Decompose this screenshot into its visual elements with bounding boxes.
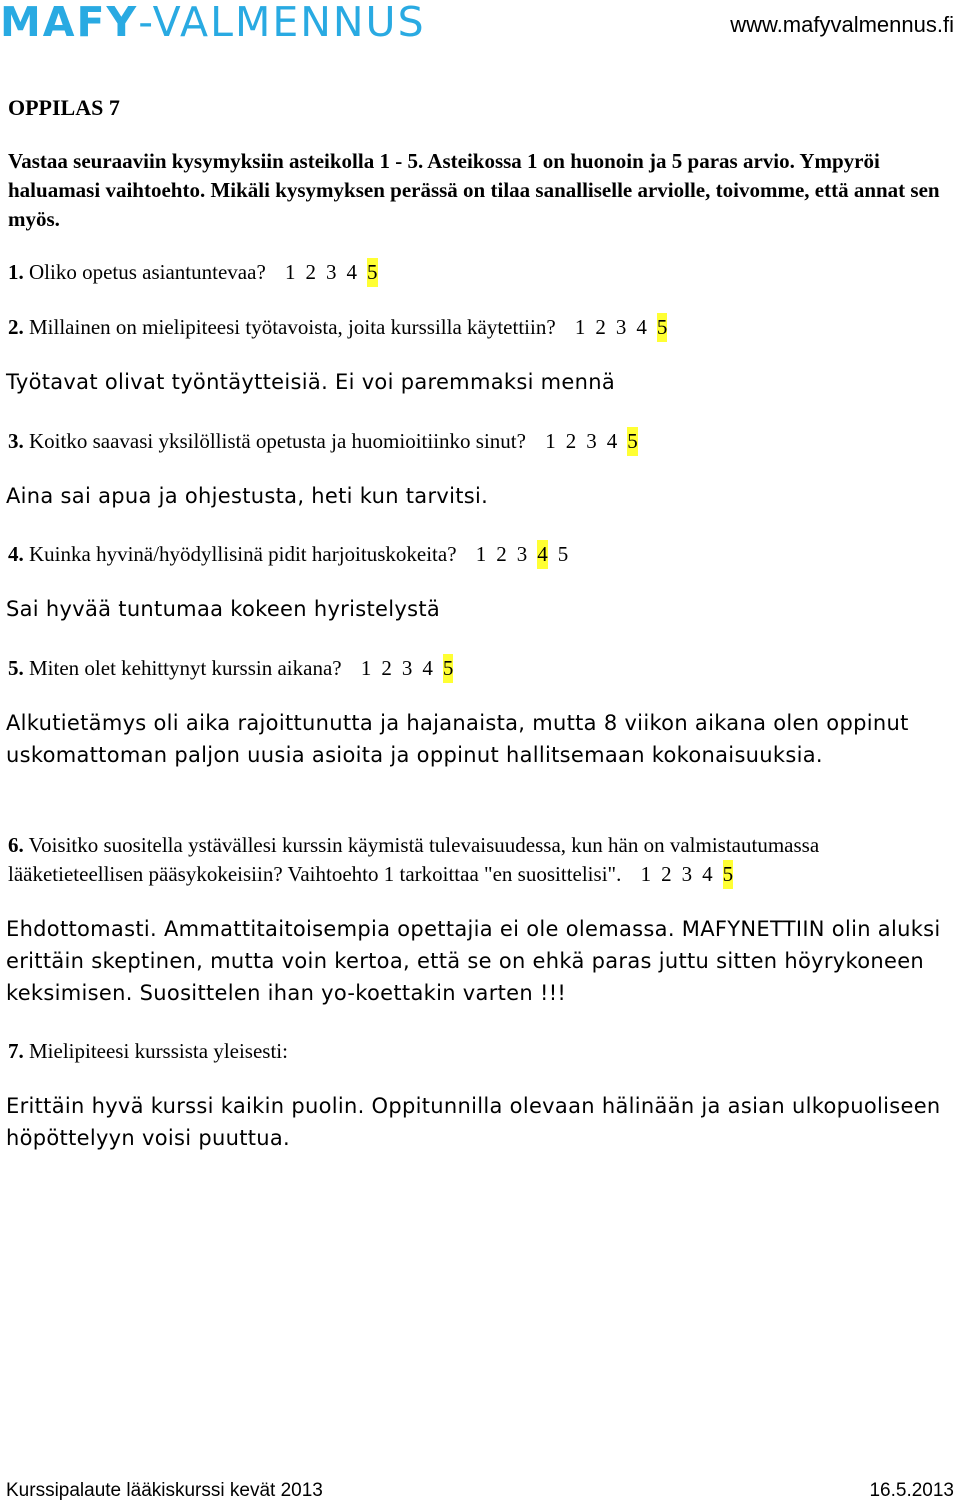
rating-option: 2 — [565, 429, 577, 453]
rating-option: 2 — [381, 656, 392, 680]
question-7 — [8, 1037, 953, 1066]
question-4 — [8, 540, 953, 569]
rating-option-selected: 4 — [537, 540, 548, 569]
rating-option: 4 — [606, 429, 618, 453]
answer-5: Alkutietämys oli aika rajoittunutta ja hajanaista, mutta 8 viikon aikana olen oppinut uskomattoman paljon uusia asioita ja oppinut hallitsemaan kokonaisuuksia. — [6, 711, 909, 767]
rating-scale — [569, 315, 672, 339]
rating-option: 5 — [557, 542, 569, 566]
question-number: 7. — [8, 1039, 24, 1063]
question-number: 1. — [8, 260, 24, 284]
question-number: 2. — [8, 315, 24, 339]
rating-option-selected: 5 — [627, 427, 638, 456]
site-url: www.mafyvalmennus.fi — [730, 12, 954, 37]
question-2 — [8, 313, 953, 342]
page-header — [0, 0, 960, 48]
question-text: Kuinka hyvinä/hyödyllisinä pidit harjoituskokeita? — [29, 542, 457, 566]
rating-option: 1 — [360, 656, 372, 680]
logo-text-mafy: MAFY — [0, 0, 139, 46]
question-number: 5. — [8, 656, 24, 680]
rating-option: 3 — [586, 429, 597, 453]
question-1 — [8, 258, 953, 287]
rating-option: 4 — [702, 862, 713, 886]
footer-course-name: Kurssipalaute lääkiskurssi kevät 2013 — [6, 1480, 323, 1501]
question-number: 6. — [8, 833, 24, 857]
question-text: Millainen on mielipiteesi työtavoista, joita kurssilla käytettiin? — [29, 315, 556, 339]
rating-scale — [470, 542, 573, 566]
question-text: Oliko opetus asiantuntevaa? — [29, 260, 266, 284]
rating-option: 4 — [636, 315, 647, 339]
instructions-text: Vastaa seuraaviin kysymyksiin asteikolla 1 - 5. Asteikossa 1 on huonoin ja 5 paras arvio. Ympyröi haluamasi vaihtoehto. Mikäli kysymyksen perässä on tilaa sanalliselle arviolle, toivomme, että annat sen myös. — [8, 149, 940, 231]
rating-option: 3 — [401, 656, 413, 680]
rating-option: 3 — [516, 542, 528, 566]
answer-3: Aina sai apua ja ohjestusta, heti kun tarvitsi. — [6, 484, 489, 508]
rating-option: 1 — [574, 315, 586, 339]
question-text: Mielipiteesi kurssista yleisesti: — [29, 1039, 288, 1063]
question-6 — [8, 831, 953, 889]
question-text: Koitko saavasi yksilöllistä opetusta ja huomioitiinko sinut? — [29, 429, 526, 453]
rating-option: 1 — [285, 260, 296, 284]
document-title: OPPILAS 7 — [8, 95, 120, 120]
rating-option: 4 — [346, 260, 358, 284]
question-number: 4. — [8, 542, 24, 566]
rating-option: 2 — [496, 542, 507, 566]
footer-date: 16.5.2013 — [869, 1480, 954, 1501]
rating-option: 2 — [305, 260, 317, 284]
rating-option-selected: 5 — [657, 313, 668, 342]
mafy-valmennus-logo — [0, 0, 426, 44]
logo-text-valmennus: -VALMENNUS — [138, 0, 426, 46]
rating-option: 3 — [681, 862, 693, 886]
question-text: Miten olet kehittynyt kurssin aikana? — [29, 656, 342, 680]
answer-6: Ehdottomasti. Ammattitaitoisempia opettajia ei ole olemassa. MAFYNETTIIN olin aluksi erittäin skeptinen, mutta voin kertoa, että se on ehkä paras juttu sitten höyrykoneen keksimisen. Suosittelen ihan yo-koettakin varten !!! — [6, 917, 941, 1005]
question-3 — [8, 427, 953, 456]
rating-option: 3 — [326, 260, 337, 284]
rating-scale — [635, 862, 738, 886]
rating-scale — [279, 260, 382, 284]
rating-option: 1 — [545, 429, 556, 453]
rating-option: 2 — [661, 862, 672, 886]
rating-option: 4 — [422, 656, 433, 680]
answer-7: Erittäin hyvä kurssi kaikin puolin. Oppitunnilla olevaan hälinään ja asian ulkopuoliseen höpöttelyyn voisi puuttua. — [6, 1094, 941, 1150]
answer-2: Työtavat olivat työntäytteisiä. Ei voi paremmaksi mennä — [6, 370, 616, 394]
question-5 — [8, 654, 953, 683]
rating-scale — [355, 656, 458, 680]
rating-option: 3 — [615, 315, 627, 339]
question-number: 3. — [8, 429, 24, 453]
rating-option-selected: 5 — [443, 654, 454, 683]
rating-option: 2 — [595, 315, 606, 339]
rating-option-selected: 5 — [723, 860, 734, 889]
rating-option: 1 — [475, 542, 487, 566]
rating-option: 1 — [640, 862, 652, 886]
question-text: Voisitko suositella ystävällesi kurssin käymistä tulevaisuudessa, kun hän on valmistautumassa lääketieteellisen pääsykokeisiin? Vaihtoehto 1 tarkoittaa "en suosittelisi". — [8, 833, 820, 886]
answer-4: Sai hyvää tuntumaa kokeen hyristelystä — [6, 597, 441, 621]
rating-option-selected: 5 — [367, 258, 378, 287]
rating-scale — [539, 429, 642, 453]
